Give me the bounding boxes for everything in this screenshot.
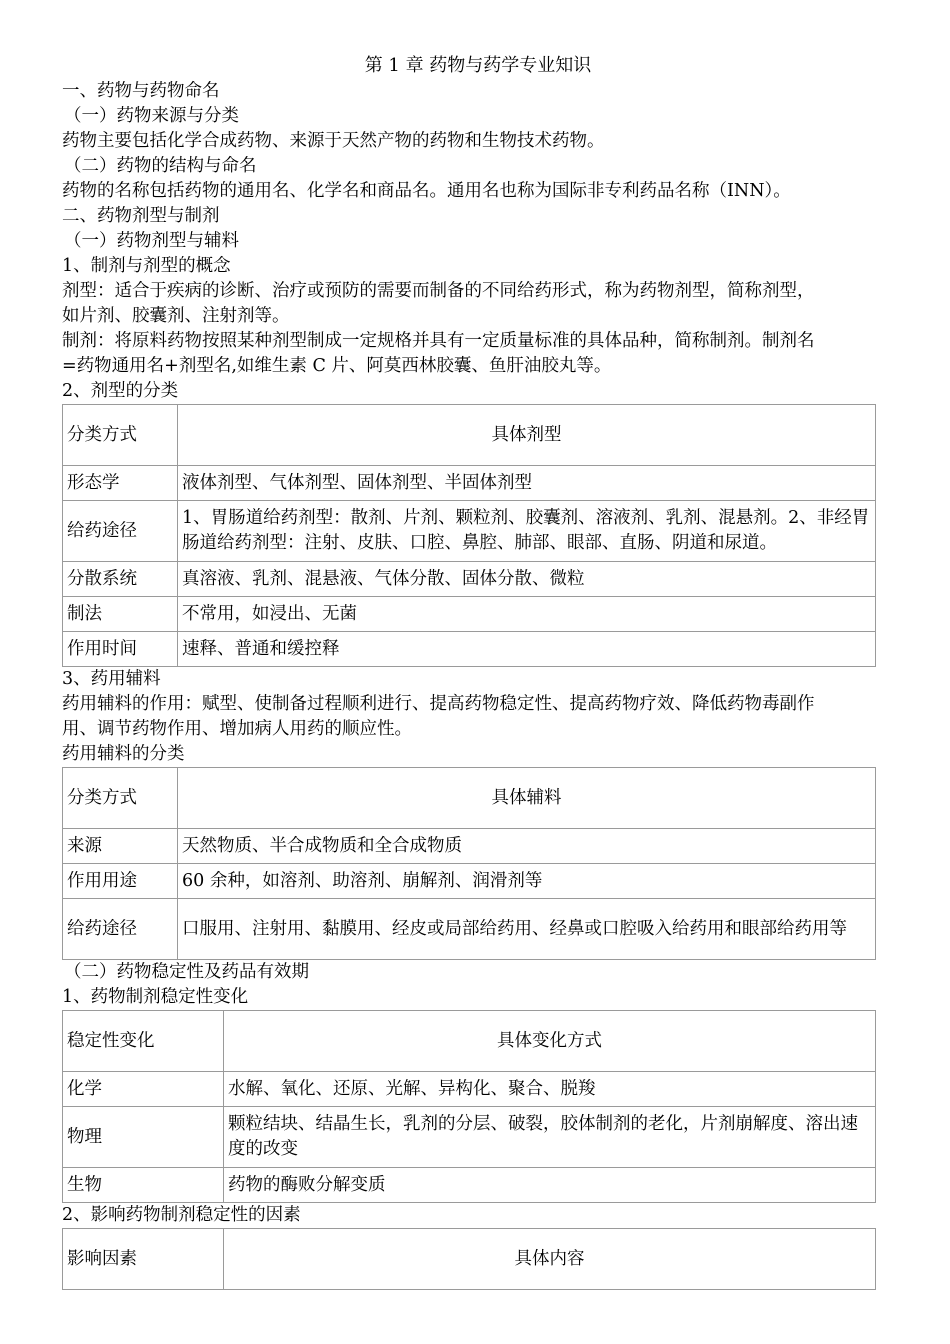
item-heading: 2、剂型的分类 [62, 381, 179, 401]
paragraph: 药物主要包括化学合成药物、来源于天然产物的药物和生物技术药物。 [62, 131, 605, 151]
table-cell: 制法 [63, 597, 178, 632]
table-cell: 分散系统 [63, 562, 178, 597]
table-header-cell: 影响因素 [63, 1229, 224, 1290]
paragraph-line: 用、调节药物作用、增加病人用药的顺应性。 [62, 719, 412, 739]
paragraph-line: 药用辅料的作用：赋型、使制备过程顺利进行、提高药物稳定性、提高药物疗效、降低药物毒副作 [62, 694, 815, 714]
table-header-cell: 分类方式 [63, 405, 178, 466]
table-cell: 给药途径 [63, 899, 178, 960]
table-row [63, 501, 876, 562]
table-cell: 颗粒结块、结晶生长，乳剂的分层、破裂，胶体制剂的老化，片剂崩解度、溶出速度的改变 [224, 1107, 876, 1168]
table-cell: 60 余种，如溶剂、助溶剂、崩解剂、润滑剂等 [178, 864, 876, 899]
table-header-cell: 稳定性变化 [63, 1011, 224, 1072]
table-header-row [63, 768, 876, 829]
subsection-heading: （一）药物剂型与辅料 [64, 231, 239, 251]
table-cell: 速释、普通和缓控释 [178, 632, 876, 667]
paragraph: 药物的名称包括药物的通用名、化学名和商品名。通用名也称为国际非专利药品名称（INN）。 [62, 181, 791, 201]
table-row [63, 1168, 876, 1203]
table-cell: 形态学 [63, 466, 178, 501]
table-row [63, 1107, 876, 1168]
table-cell: 生物 [63, 1168, 224, 1203]
table-cell: 液体剂型、气体剂型、固体剂型、半固体剂型 [178, 466, 876, 501]
table-row [63, 864, 876, 899]
table-cell: 真溶液、乳剂、混悬液、气体分散、固体分散、微粒 [178, 562, 876, 597]
table-cell: 作用时间 [63, 632, 178, 667]
stability-factor-table [62, 1228, 876, 1290]
table-header-row [63, 1229, 876, 1290]
stability-change-table [62, 1010, 876, 1203]
document-page [62, 52, 894, 1290]
table-row [63, 829, 876, 864]
paragraph-line: =药物通用名+剂型名,如维生素 C 片、阿莫西林胶囊、鱼肝油胶丸等。 [62, 356, 612, 376]
table-row [63, 597, 876, 632]
section-heading-1: 一、药物与药物命名 [62, 81, 220, 101]
table-cell: 天然物质、半合成物质和全合成物质 [178, 829, 876, 864]
table-cell: 口服用、注射用、黏膜用、经皮或局部给药用、经鼻或口腔吸入给药用和眼部给药用等 [178, 899, 876, 960]
table-cell: 作用用途 [63, 864, 178, 899]
table-row [63, 899, 876, 960]
table-cell: 来源 [63, 829, 178, 864]
dosage-form-table [62, 404, 876, 667]
table-cell: 不常用，如浸出、无菌 [178, 597, 876, 632]
subsection-heading: （二）药物的结构与命名 [64, 156, 257, 176]
excipient-table [62, 767, 876, 960]
paragraph-line: 如片剂、胶囊剂、注射剂等。 [62, 306, 290, 326]
item-heading: 1、制剂与剂型的概念 [62, 256, 231, 276]
table-cell: 水解、氧化、还原、光解、异构化、聚合、脱羧 [224, 1072, 876, 1107]
table-header-cell: 分类方式 [63, 768, 178, 829]
table-header-cell: 具体辅料 [178, 768, 876, 829]
subsection-heading: （二）药物稳定性及药品有效期 [64, 962, 309, 982]
item-heading: 1、药物制剂稳定性变化 [62, 987, 249, 1007]
table-header-cell: 具体剂型 [178, 405, 876, 466]
table-header-row [63, 1011, 876, 1072]
table-header-cell: 具体变化方式 [224, 1011, 876, 1072]
table-row [63, 466, 876, 501]
table-cell: 药物的酶败分解变质 [224, 1168, 876, 1203]
table-cell: 化学 [63, 1072, 224, 1107]
table-row [63, 1072, 876, 1107]
table-cell: 1、胃肠道给药剂型：散剂、片剂、颗粒剂、胶囊剂、溶液剂、乳剂、混悬剂。2、非经胃肠道给药剂型：注射、皮肤、口腔、鼻腔、肺部、眼部、直肠、阴道和尿道。 [178, 501, 876, 562]
chapter-title: 第 1 章 药物与药学专业知识 [364, 55, 592, 76]
table-row [63, 632, 876, 667]
paragraph-line: 剂型：适合于疾病的诊断、治疗或预防的需要而制备的不同给药形式，称为药物剂型，简称剂型， [62, 281, 815, 301]
table-cell: 给药途径 [63, 501, 178, 562]
table-header-cell: 具体内容 [224, 1229, 876, 1290]
paragraph-line: 制剂：将原料药物按照某种剂型制成一定规格并具有一定质量标准的具体品种，简称制剂。制剂名 [62, 331, 815, 351]
section-heading-2: 二、药物剂型与制剂 [62, 206, 220, 226]
table-cell: 物理 [63, 1107, 224, 1168]
item-heading: 2、影响药物制剂稳定性的因素 [62, 1205, 301, 1225]
subsection-heading: （一）药物来源与分类 [64, 106, 239, 126]
table-row [63, 562, 876, 597]
table-header-row [63, 405, 876, 466]
item-heading: 3、药用辅料 [62, 669, 161, 689]
paragraph-line: 药用辅料的分类 [62, 744, 185, 764]
